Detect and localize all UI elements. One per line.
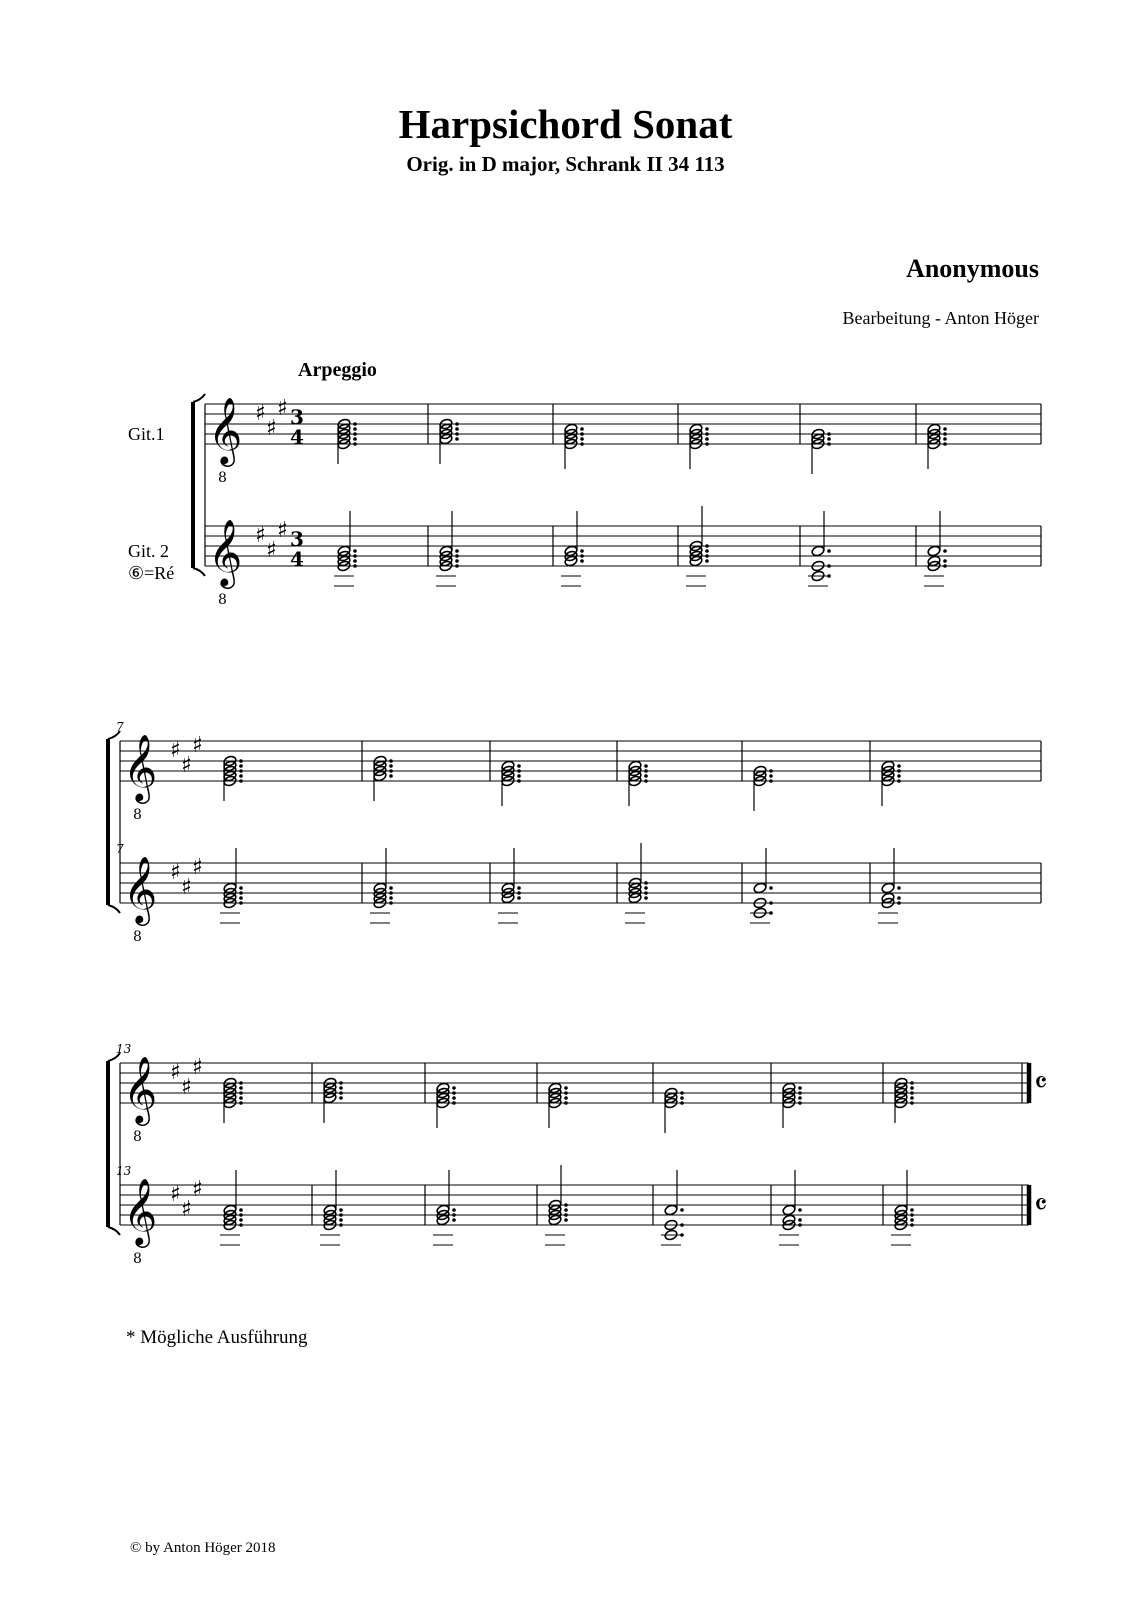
augmentation-dot bbox=[580, 554, 584, 558]
augmentation-dot bbox=[239, 1101, 243, 1105]
augmentation-dot bbox=[943, 442, 947, 446]
augmentation-dot bbox=[353, 437, 357, 441]
chord bbox=[664, 1087, 684, 1133]
key-signature-sharp-icon: ♯ bbox=[192, 1055, 203, 1080]
octave-clef-mark: 8 bbox=[133, 1129, 142, 1145]
augmentation-dot bbox=[239, 886, 243, 890]
composer-name: Anonymous bbox=[906, 254, 1039, 283]
augmentation-dot bbox=[339, 1086, 343, 1090]
chord bbox=[782, 1082, 802, 1128]
augmentation-dot bbox=[827, 437, 831, 441]
augmentation-dot bbox=[705, 549, 709, 553]
key-signature-sharp-icon: ♯ bbox=[170, 860, 181, 885]
augmentation-dot bbox=[680, 1208, 684, 1212]
augmentation-dot bbox=[897, 896, 901, 900]
augmentation-dot bbox=[452, 1208, 456, 1212]
instrument-label-guitar2: Git. 2 bbox=[128, 541, 170, 561]
augmentation-dot bbox=[897, 764, 901, 768]
augmentation-dot bbox=[389, 901, 393, 905]
augmentation-dot bbox=[339, 1208, 343, 1212]
time-signature-unit: 4 bbox=[290, 547, 304, 571]
augmentation-dot bbox=[680, 1091, 684, 1095]
augmentation-dot bbox=[452, 1218, 456, 1222]
key-signature-sharp-icon: ♯ bbox=[181, 875, 192, 900]
chord bbox=[501, 760, 521, 806]
augmentation-dot bbox=[943, 427, 947, 431]
chord bbox=[924, 511, 947, 586]
octave-clef-mark: 8 bbox=[218, 470, 227, 486]
augmentation-dot bbox=[644, 774, 648, 778]
augmentation-dot bbox=[452, 1086, 456, 1090]
augmentation-dot bbox=[644, 769, 648, 773]
chord bbox=[498, 848, 521, 923]
time-signature-unit: 4 bbox=[290, 425, 304, 449]
augmentation-dot bbox=[239, 1208, 243, 1212]
augmentation-dot bbox=[353, 549, 357, 553]
augmentation-dot bbox=[564, 1096, 568, 1100]
augmentation-dot bbox=[897, 769, 901, 773]
arranger-credit: Bearbeitung - Anton Höger bbox=[842, 308, 1039, 328]
augmentation-dot bbox=[564, 1213, 568, 1217]
augmentation-dot bbox=[705, 544, 709, 548]
augmentation-dot bbox=[517, 764, 521, 768]
augmentation-dot bbox=[455, 554, 459, 558]
augmentation-dot bbox=[239, 1086, 243, 1090]
chord bbox=[370, 848, 393, 923]
augmentation-dot bbox=[339, 1218, 343, 1222]
footnote: * Mögliche Ausführung bbox=[126, 1327, 308, 1348]
page-subtitle: Orig. in D major, Schrank II 34 113 bbox=[406, 152, 725, 176]
chord bbox=[927, 423, 947, 469]
augmentation-dot bbox=[910, 1086, 914, 1090]
chord bbox=[439, 418, 459, 464]
augmentation-dot bbox=[239, 759, 243, 763]
augmentation-dot bbox=[705, 437, 709, 441]
augmentation-dot bbox=[517, 769, 521, 773]
measure-number: 7 bbox=[116, 720, 124, 734]
augmentation-dot bbox=[705, 442, 709, 446]
augmentation-dot bbox=[580, 427, 584, 431]
augmentation-dot bbox=[827, 549, 831, 553]
measure-number: 13 bbox=[116, 1042, 132, 1056]
augmentation-dot bbox=[239, 901, 243, 905]
augmentation-dot bbox=[239, 1218, 243, 1222]
augmentation-dot bbox=[798, 1223, 802, 1227]
augmentation-dot bbox=[564, 1208, 568, 1212]
measure-number: 7 bbox=[116, 842, 124, 856]
augmentation-dot bbox=[680, 1101, 684, 1105]
augmentation-dot bbox=[798, 1208, 802, 1212]
key-signature-sharp-icon: ♯ bbox=[170, 1060, 181, 1085]
augmentation-dot bbox=[389, 759, 393, 763]
augmentation-dot bbox=[452, 1101, 456, 1105]
augmentation-dot bbox=[798, 1091, 802, 1095]
augmentation-dot bbox=[389, 774, 393, 778]
treble-clef-icon: 𝄞 bbox=[208, 518, 243, 586]
chord bbox=[628, 760, 648, 806]
system-bracket-bottom bbox=[108, 1227, 120, 1235]
augmentation-dot bbox=[239, 1091, 243, 1095]
augmentation-dot bbox=[564, 1101, 568, 1105]
augmentation-dot bbox=[353, 559, 357, 563]
instrument-label-guitar1: Git.1 bbox=[128, 424, 165, 444]
notehead bbox=[811, 545, 825, 557]
augmentation-dot bbox=[897, 779, 901, 783]
augmentation-dot bbox=[564, 1203, 568, 1207]
augmentation-dot bbox=[517, 779, 521, 783]
copyright-notice: © by Anton Höger 2018 bbox=[130, 1540, 276, 1556]
chord bbox=[779, 1170, 802, 1245]
key-signature-sharp-icon: ♯ bbox=[181, 1197, 192, 1222]
key-signature-sharp-icon: ♯ bbox=[266, 416, 277, 441]
augmentation-dot bbox=[910, 1101, 914, 1105]
augmentation-dot bbox=[897, 774, 901, 778]
augmentation-dot bbox=[644, 891, 648, 895]
chord bbox=[808, 511, 831, 586]
chord bbox=[894, 1077, 914, 1123]
notehead bbox=[753, 882, 767, 894]
augmentation-dot bbox=[455, 427, 459, 431]
key-signature-sharp-icon: ♯ bbox=[192, 733, 203, 758]
augmentation-dot bbox=[580, 559, 584, 563]
chord bbox=[548, 1082, 568, 1128]
augmentation-dot bbox=[389, 769, 393, 773]
augmentation-dot bbox=[897, 901, 901, 905]
augmentation-dot bbox=[353, 422, 357, 426]
augmentation-dot bbox=[705, 432, 709, 436]
chord bbox=[436, 511, 459, 586]
augmentation-dot bbox=[339, 1091, 343, 1095]
augmentation-dot bbox=[239, 769, 243, 773]
octave-clef-mark: 8 bbox=[133, 929, 142, 945]
key-signature-sharp-icon: ♯ bbox=[266, 538, 277, 563]
augmentation-dot bbox=[389, 891, 393, 895]
chord bbox=[433, 1170, 456, 1245]
augmentation-dot bbox=[564, 1086, 568, 1090]
augmentation-dot bbox=[339, 1081, 343, 1085]
augmentation-dot bbox=[769, 779, 773, 783]
chord bbox=[878, 848, 901, 923]
augmentation-dot bbox=[580, 442, 584, 446]
augmentation-dot bbox=[705, 427, 709, 431]
augmentation-dot bbox=[769, 886, 773, 890]
chord bbox=[320, 1170, 343, 1245]
augmentation-dot bbox=[239, 1096, 243, 1100]
augmentation-dot bbox=[353, 432, 357, 436]
key-signature-sharp-icon: ♯ bbox=[181, 1075, 192, 1100]
augmentation-dot bbox=[239, 1213, 243, 1217]
augmentation-dot bbox=[943, 437, 947, 441]
augmentation-dot bbox=[452, 1091, 456, 1095]
augmentation-dot bbox=[580, 549, 584, 553]
augmentation-dot bbox=[455, 564, 459, 568]
key-signature-sharp-icon: ♯ bbox=[255, 523, 266, 548]
chord bbox=[223, 1077, 243, 1123]
key-signature-sharp-icon: ♯ bbox=[192, 1177, 203, 1202]
augmentation-dot bbox=[353, 564, 357, 568]
augmentation-dot bbox=[517, 886, 521, 890]
augmentation-dot bbox=[239, 1223, 243, 1227]
chord bbox=[811, 428, 831, 474]
augmentation-dot bbox=[897, 886, 901, 890]
augmentation-dot bbox=[910, 1213, 914, 1217]
augmentation-dot bbox=[910, 1223, 914, 1227]
augmentation-dot bbox=[239, 764, 243, 768]
augmentation-dot bbox=[455, 422, 459, 426]
augmentation-dot bbox=[910, 1208, 914, 1212]
augmentation-dot bbox=[769, 901, 773, 905]
augmentation-dot bbox=[827, 564, 831, 568]
chord bbox=[337, 418, 357, 464]
key-signature-sharp-icon: ♯ bbox=[255, 401, 266, 426]
key-signature-sharp-icon: ♯ bbox=[277, 396, 288, 421]
augmentation-dot bbox=[827, 442, 831, 446]
augmentation-dot bbox=[680, 1223, 684, 1227]
key-signature-sharp-icon: ♯ bbox=[192, 855, 203, 880]
augmentation-dot bbox=[798, 1086, 802, 1090]
tuning-note: ⑥=Ré bbox=[128, 563, 175, 583]
system-bracket-bottom bbox=[108, 905, 120, 913]
augmentation-dot bbox=[455, 437, 459, 441]
chord bbox=[223, 755, 243, 801]
treble-clef-icon: 𝄞 bbox=[123, 733, 158, 801]
augmentation-dot bbox=[452, 1096, 456, 1100]
augmentation-dot bbox=[705, 559, 709, 563]
augmentation-dot bbox=[769, 769, 773, 773]
chord bbox=[561, 511, 584, 586]
augmentation-dot bbox=[580, 437, 584, 441]
augmentation-dot bbox=[943, 559, 947, 563]
treble-clef-icon: 𝄞 bbox=[208, 396, 243, 464]
tempo-marking: Arpeggio bbox=[298, 359, 377, 381]
augmentation-dot bbox=[644, 881, 648, 885]
augmentation-dot bbox=[943, 564, 947, 568]
augmentation-dot bbox=[564, 1091, 568, 1095]
chord bbox=[220, 848, 243, 923]
augmentation-dot bbox=[910, 1218, 914, 1222]
augmentation-dot bbox=[452, 1213, 456, 1217]
key-signature-sharp-icon: ♯ bbox=[170, 738, 181, 763]
key-signature-sharp-icon: ♯ bbox=[277, 518, 288, 543]
chord bbox=[750, 848, 773, 923]
augmentation-dot bbox=[943, 549, 947, 553]
common-time-icon: 𝄴 bbox=[1034, 1188, 1048, 1223]
chord bbox=[891, 1170, 914, 1245]
augmentation-dot bbox=[943, 432, 947, 436]
augmentation-dot bbox=[455, 549, 459, 553]
augmentation-dot bbox=[910, 1081, 914, 1085]
augmentation-dot bbox=[580, 432, 584, 436]
augmentation-dot bbox=[705, 554, 709, 558]
notehead bbox=[881, 882, 895, 894]
chord bbox=[436, 1082, 456, 1128]
treble-clef-icon: 𝄞 bbox=[123, 1055, 158, 1123]
augmentation-dot bbox=[564, 1218, 568, 1222]
augmentation-dot bbox=[239, 779, 243, 783]
augmentation-dot bbox=[517, 896, 521, 900]
chord bbox=[661, 1170, 684, 1245]
chord bbox=[881, 760, 901, 806]
augmentation-dot bbox=[644, 764, 648, 768]
augmentation-dot bbox=[353, 442, 357, 446]
key-signature-sharp-icon: ♯ bbox=[170, 1182, 181, 1207]
augmentation-dot bbox=[339, 1213, 343, 1217]
notehead bbox=[782, 1204, 796, 1216]
augmentation-dot bbox=[798, 1101, 802, 1105]
augmentation-dot bbox=[680, 1096, 684, 1100]
chord bbox=[323, 1077, 343, 1123]
augmentation-dot bbox=[455, 559, 459, 563]
notehead bbox=[927, 545, 941, 557]
measure-number: 13 bbox=[116, 1164, 132, 1178]
augmentation-dot bbox=[798, 1096, 802, 1100]
octave-clef-mark: 8 bbox=[133, 807, 142, 823]
augmentation-dot bbox=[389, 896, 393, 900]
augmentation-dot bbox=[517, 891, 521, 895]
time-signature-beats: 3 bbox=[290, 405, 304, 429]
augmentation-dot bbox=[239, 891, 243, 895]
augmentation-dot bbox=[339, 1096, 343, 1100]
treble-clef-icon: 𝄞 bbox=[123, 855, 158, 923]
augmentation-dot bbox=[827, 432, 831, 436]
augmentation-dot bbox=[239, 1081, 243, 1085]
augmentation-dot bbox=[798, 1218, 802, 1222]
augmentation-dot bbox=[644, 896, 648, 900]
key-signature-sharp-icon: ♯ bbox=[181, 753, 192, 778]
system-bracket-top bbox=[193, 394, 205, 402]
augmentation-dot bbox=[389, 886, 393, 890]
augmentation-dot bbox=[353, 427, 357, 431]
chord bbox=[334, 511, 357, 586]
common-time-icon: 𝄴 bbox=[1034, 1066, 1048, 1101]
augmentation-dot bbox=[239, 896, 243, 900]
chord bbox=[220, 1170, 243, 1245]
chord bbox=[373, 755, 393, 801]
time-signature-beats: 3 bbox=[290, 527, 304, 551]
treble-clef-icon: 𝄞 bbox=[123, 1177, 158, 1245]
augmentation-dot bbox=[644, 779, 648, 783]
augmentation-dot bbox=[339, 1223, 343, 1227]
page-title: Harpsichord Sonat bbox=[398, 101, 733, 147]
octave-clef-mark: 8 bbox=[218, 592, 227, 608]
augmentation-dot bbox=[910, 1096, 914, 1100]
augmentation-dot bbox=[517, 774, 521, 778]
augmentation-dot bbox=[353, 554, 357, 558]
augmentation-dot bbox=[769, 774, 773, 778]
chord bbox=[564, 423, 584, 469]
augmentation-dot bbox=[644, 886, 648, 890]
chord bbox=[689, 423, 709, 469]
chord bbox=[753, 765, 773, 811]
augmentation-dot bbox=[389, 764, 393, 768]
octave-clef-mark: 8 bbox=[133, 1251, 142, 1267]
augmentation-dot bbox=[455, 432, 459, 436]
augmentation-dot bbox=[239, 774, 243, 778]
system-bracket-bottom bbox=[193, 568, 205, 576]
augmentation-dot bbox=[910, 1091, 914, 1095]
notehead bbox=[664, 1204, 678, 1216]
